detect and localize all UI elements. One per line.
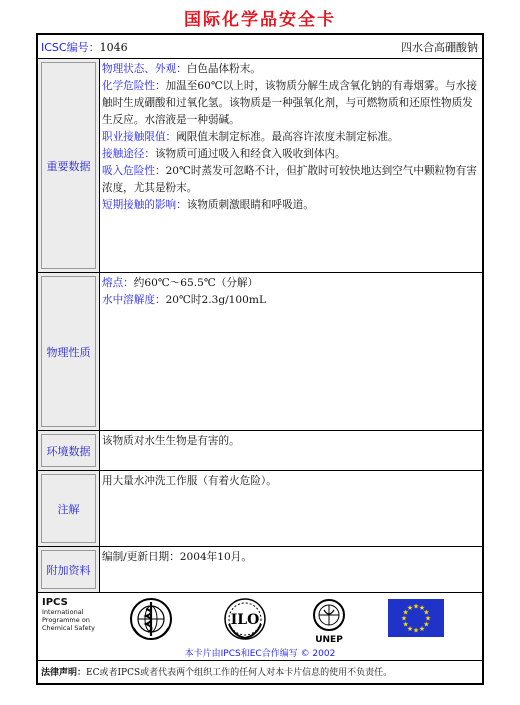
notes-text: 用大量水冲洗工作服（有着火危险）。 [102,475,277,487]
card-credit: 本卡片由IPCS和EC合作编写 © 2002 [184,649,336,659]
item-short-term-effects: 短期接触的影响：该物质刺激眼睛和呼吸道。 [102,199,314,211]
section-label: 环境数据 [38,431,100,470]
section-content [102,473,479,490]
item-exposure-routes: 接触途径：该物质可通过吸入和经食入吸收到体内。 [102,148,346,160]
card-title: 国际化学品安全卡 [184,10,336,30]
ipcs-logo: IPCS International Programme on Chemical Safety [42,597,96,632]
icsc-code-value: 1046 [99,41,128,54]
legal-notice: 法律声明：EC或者IPCS或者代表两个组织工作的任何人对本卡片信息的使用不负责任。 [41,668,393,678]
item-chemical-hazard: 化学危险性：加温至60℃以上时，该物质分解生成含氧化钠的有毒烟雾。与水接触时生成硼酸和过氧化氢。该物质是一种强氧化剂，与可燃物质和还原性物质发生反应。水溶液是一种弱碱。 [102,80,477,126]
icsc-code [41,39,128,55]
eu-star-icon: ★ [412,602,420,611]
svg-text:UNEP: UNEP [315,635,343,645]
section-content [102,549,479,566]
environment-text: 该物质对水生生物是有害的。 [102,435,240,447]
eu-flag-icon [388,599,444,637]
card-header [38,35,482,59]
section-environment [38,431,482,471]
item-inhalation-hazard: 吸入危险性：20℃时蒸发可忽略不计，但扩散时可较快地达到空气中颗粒物有害浓度，尤其是粉末。 [102,165,477,194]
section-label: 附加资料 [38,547,100,592]
unep-emblem-icon [306,596,352,646]
item-physical-state: 物理状态、外观：白色晶体粉末。 [102,63,261,75]
section-physical [38,273,482,431]
eu-star-icon: ★ [406,624,414,633]
section-additional [38,547,482,593]
item-water-solubility: 水中溶解度：20℃时2.3g/100mL [102,294,266,306]
section-label: 重要数据 [38,59,100,272]
section-content [102,61,479,214]
icsc-code-label: ICSC编号： [41,41,100,54]
section-label: 物理性质 [38,273,100,430]
eu-star-icon: ★ [400,614,408,623]
section-content [102,433,479,450]
eu-star-icon: ★ [418,604,426,613]
eu-star-icon: ★ [424,614,432,623]
who-emblem-icon [128,596,174,642]
item-exposure-limits: 职业接触限值：阈限值未制定标准。最高容许浓度未制定标准。 [102,131,399,143]
safety-card [36,33,484,685]
section-content [102,275,479,309]
section-important [38,59,482,273]
section-label: 注解 [38,471,100,546]
eu-star-icon: ★ [402,608,409,617]
eu-star-icon: ★ [412,626,420,635]
eu-star-icon: ★ [423,620,430,629]
additional-text: 编制/更新日期：2004年10月。 [102,551,252,563]
item-melting-point: 熔点：约60℃～65.5℃（分解） [102,277,259,289]
eu-star-icon: ★ [406,604,414,613]
svg-text:ILO: ILO [230,612,260,628]
eu-star-icon: ★ [418,624,426,633]
card-footer [38,593,482,661]
ilo-emblem-icon [222,596,268,642]
eu-star-icon: ★ [423,608,430,617]
section-notes [38,471,482,547]
chemical-name: 四水合高硼酸钠 [401,41,478,54]
eu-star-icon: ★ [402,620,409,629]
